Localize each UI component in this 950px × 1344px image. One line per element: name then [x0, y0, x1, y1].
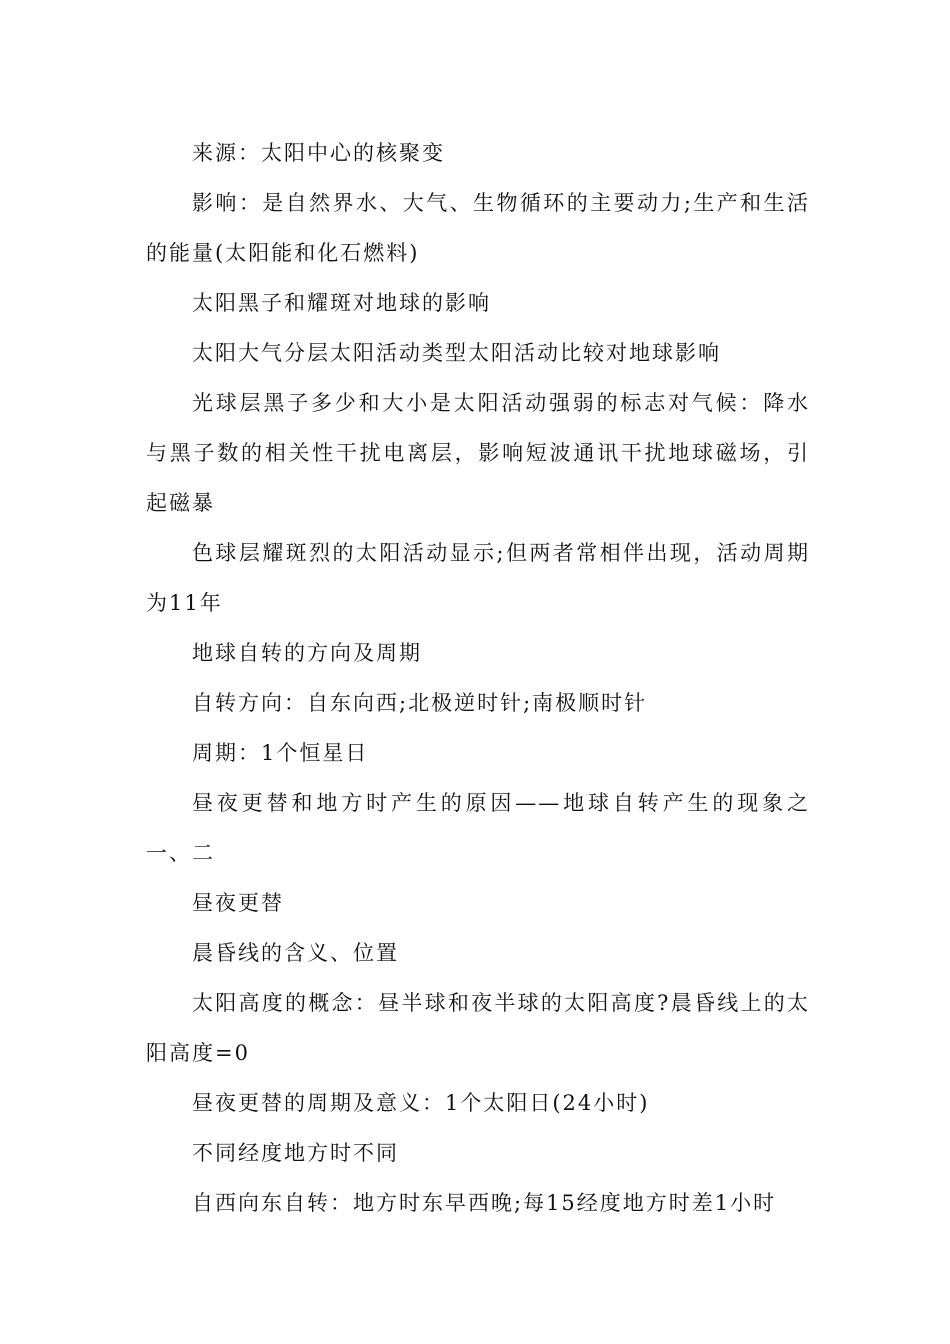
- paragraph-local-time-heading: 不同经度地方时不同: [192, 1141, 399, 1165]
- document-body: [146, 128, 810, 1228]
- paragraph-earth-rotation-heading: 地球自转的方向及周期: [192, 641, 422, 665]
- paragraph-solar-energy-impact: 影响：是自然界水、大气、生物循环的主要动力;生产和生活的能量(太阳能和化石燃料): [146, 191, 810, 265]
- paragraph-terminator-line: 晨昏线的含义、位置: [192, 941, 399, 965]
- paragraph-solar-activity-table-header: 太阳大气分层太阳活动类型太阳活动比较对地球影响: [192, 341, 721, 365]
- paragraph-sunspots-flares-heading: 太阳黑子和耀斑对地球的影响: [192, 291, 491, 315]
- paragraph-day-night-alternation: 昼夜更替: [192, 891, 284, 915]
- paragraph-rotation-period: 周期：1个恒星日: [192, 741, 369, 765]
- paragraph-solar-energy-source: 来源：太阳中心的核聚变: [192, 141, 445, 165]
- paragraph-rotation-direction: 自转方向：自东向西;北极逆时针;南极顺时针: [192, 691, 648, 715]
- paragraph-solar-altitude: 太阳高度的概念：昼半球和夜半球的太阳高度?晨昏线上的太阳高度=0: [146, 991, 810, 1065]
- paragraph-chromosphere-flares: 色球层耀斑烈的太阳活动显示;但两者常相伴出现，活动周期为11年: [146, 541, 810, 615]
- paragraph-photosphere-sunspots: 光球层黑子多少和大小是太阳活动强弱的标志对气候：降水与黑子数的相关性干扰电离层，影响短波通讯干扰地球磁场，引起磁暴: [146, 391, 810, 515]
- paragraph-day-night-cause: 昼夜更替和地方时产生的原因——地球自转产生的现象之一、二: [146, 791, 810, 865]
- paragraph-day-night-period: 昼夜更替的周期及意义：1个太阳日(24小时): [192, 1091, 650, 1115]
- paragraph-local-time-rule: 自西向东自转：地方时东早西晚;每15经度地方时差1小时: [192, 1191, 777, 1215]
